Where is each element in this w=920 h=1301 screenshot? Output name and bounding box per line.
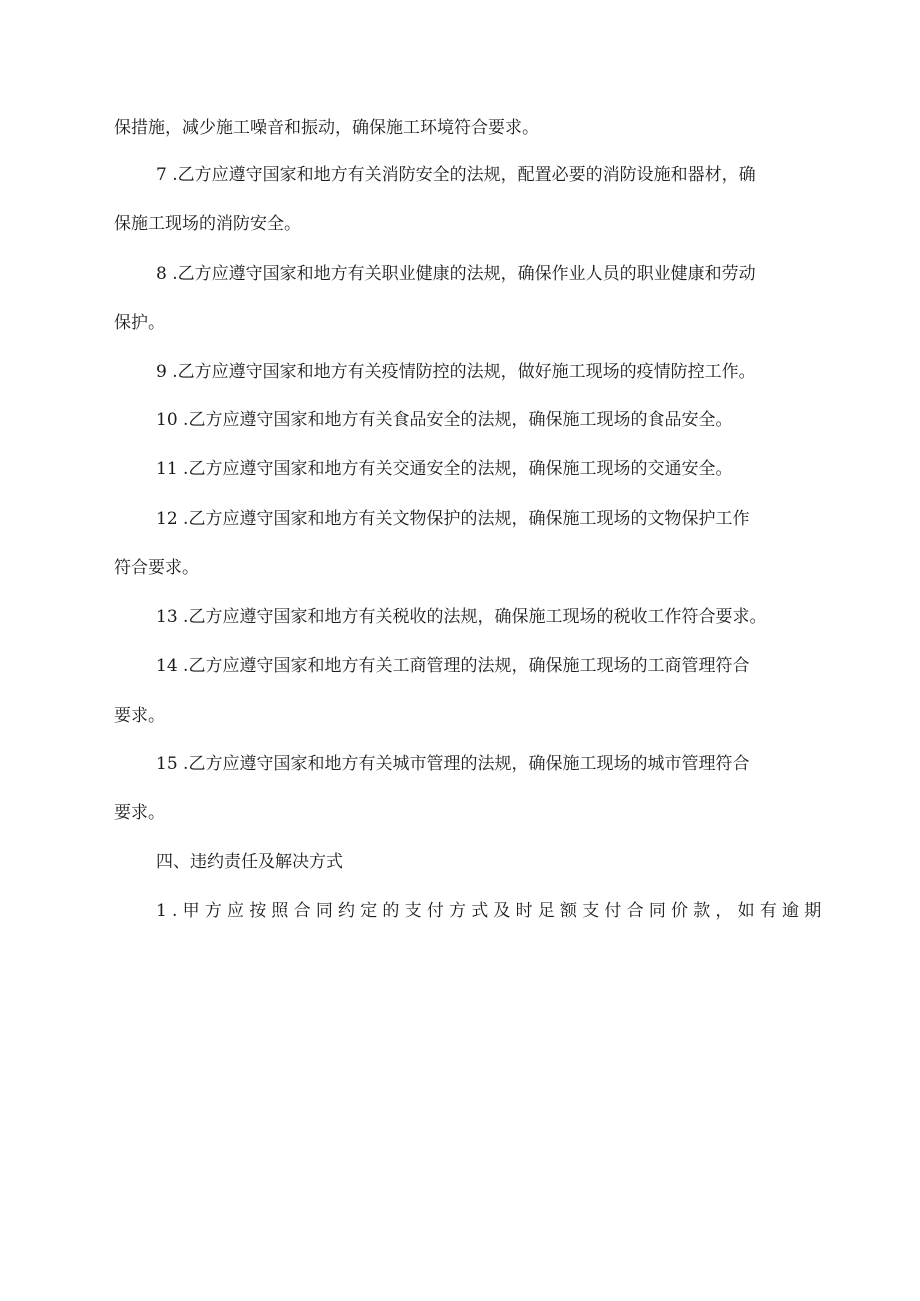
item-13-line: 13 .乙方应遵守国家和地方有关税收的法规，确保施工现场的税收工作符合要求。 [156,607,767,627]
item-11-line: 11 .乙方应遵守国家和地方有关交通安全的法规，确保施工现场的交通安全。 [156,459,733,479]
item-8-line-1: 8 .乙方应遵守国家和地方有关职业健康的法规，确保作业人员的职业健康和劳动 [156,264,756,284]
section-item-1-line: 1.甲方应按照合同约定的支付方式及时足额支付合同价款，如有逾期 [156,901,827,921]
item-14-line-2: 要求。 [114,706,165,726]
item-12-line-2: 符合要求。 [114,558,199,578]
paragraph-line: 保措施，减少施工噪音和振动，确保施工环境符合要求。 [114,118,539,138]
item-7-line-1: 7 .乙方应遵守国家和地方有关消防安全的法规，配置必要的消防设施和器材，确 [156,165,756,185]
section-heading: 四、违约责任及解决方式 [156,852,343,872]
item-9-line: 9 .乙方应遵守国家和地方有关疫情防控的法规，做好施工现场的疫情防控工作。 [156,362,756,382]
item-15-line-1: 15 .乙方应遵守国家和地方有关城市管理的法规，确保施工现场的城市管理符合 [156,754,750,774]
item-10-line: 10 .乙方应遵守国家和地方有关食品安全的法规，确保施工现场的食品安全。 [156,410,733,430]
item-14-line-1: 14 .乙方应遵守国家和地方有关工商管理的法规，确保施工现场的工商管理符合 [156,656,750,676]
item-12-line-1: 12 .乙方应遵守国家和地方有关文物保护的法规，确保施工现场的文物保护工作 [156,509,750,529]
item-8-line-2: 保护。 [114,313,165,333]
item-15-line-2: 要求。 [114,803,165,823]
item-7-line-2: 保施工现场的消防安全。 [114,214,301,234]
